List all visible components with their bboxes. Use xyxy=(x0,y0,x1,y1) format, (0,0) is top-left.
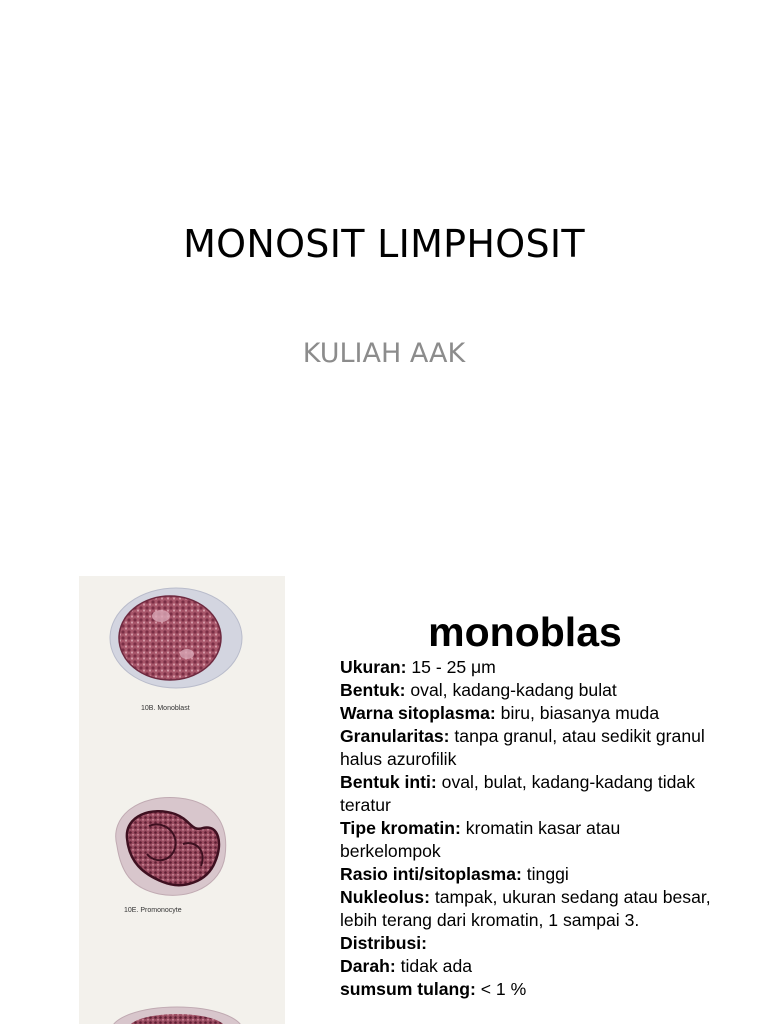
property-label: Darah: xyxy=(340,956,396,976)
slide-title: MONOSIT LIMPHOSIT xyxy=(183,222,585,266)
property-darah xyxy=(340,955,712,978)
cell-image-panel xyxy=(79,576,285,1024)
cell-heading: monoblas xyxy=(428,609,622,655)
property-tipe-kromatin xyxy=(340,817,712,863)
property-value: 15 - 25 μm xyxy=(411,657,496,677)
property-value: kromatin kasar atau berkelompok xyxy=(340,818,621,861)
property-sumsum-tulang xyxy=(340,978,712,1001)
property-distribusi xyxy=(340,932,712,955)
property-label: Nukleolus: xyxy=(340,887,430,907)
content-slide xyxy=(0,576,768,1024)
property-label: Ukuran: xyxy=(340,657,407,677)
property-label: Bentuk inti: xyxy=(340,772,437,792)
property-value: tampak, ukuran sedang atau besar, lebih terang dari kromatin, 1 sampai 3. xyxy=(340,887,711,930)
image-caption-1: 10B. Monoblast xyxy=(141,705,190,712)
property-label: Bentuk: xyxy=(340,680,406,700)
slide-subtitle: KULIAH AAK xyxy=(302,338,466,369)
property-ukuran xyxy=(340,656,712,679)
property-label: Rasio inti/sitoplasma: xyxy=(340,864,522,884)
image-caption-2: 10E. Promonocyte xyxy=(124,907,182,914)
promonocyte-cell-illustration xyxy=(116,798,226,896)
property-granularitas xyxy=(340,725,712,771)
property-value: oval, kadang-kadang bulat xyxy=(410,680,617,700)
property-label: Warna sitoplasma: xyxy=(340,703,496,723)
property-value: biru, biasanya muda xyxy=(500,703,660,723)
monoblast-cell-illustration xyxy=(110,588,242,688)
property-value: < 1 % xyxy=(480,979,527,999)
property-label: Granularitas: xyxy=(340,726,450,746)
property-nukleolus xyxy=(340,886,712,932)
property-value: tanpa granul, atau sedikit granul halus azurofilik xyxy=(340,726,705,769)
property-list xyxy=(340,656,712,1001)
property-label: Tipe kromatin: xyxy=(340,818,461,838)
property-value: oval, bulat, kadang-kadang tidak teratur xyxy=(340,772,695,815)
property-warna-sitoplasma xyxy=(340,702,712,725)
property-rasio xyxy=(340,863,712,886)
property-value: tinggi xyxy=(526,864,569,884)
property-bentuk-inti xyxy=(340,771,712,817)
property-label: Distribusi: xyxy=(340,933,427,953)
monocyte-cell-illustration xyxy=(111,1007,243,1024)
property-bentuk xyxy=(340,679,712,702)
property-label: sumsum tulang: xyxy=(340,979,476,999)
property-value: tidak ada xyxy=(400,956,473,976)
